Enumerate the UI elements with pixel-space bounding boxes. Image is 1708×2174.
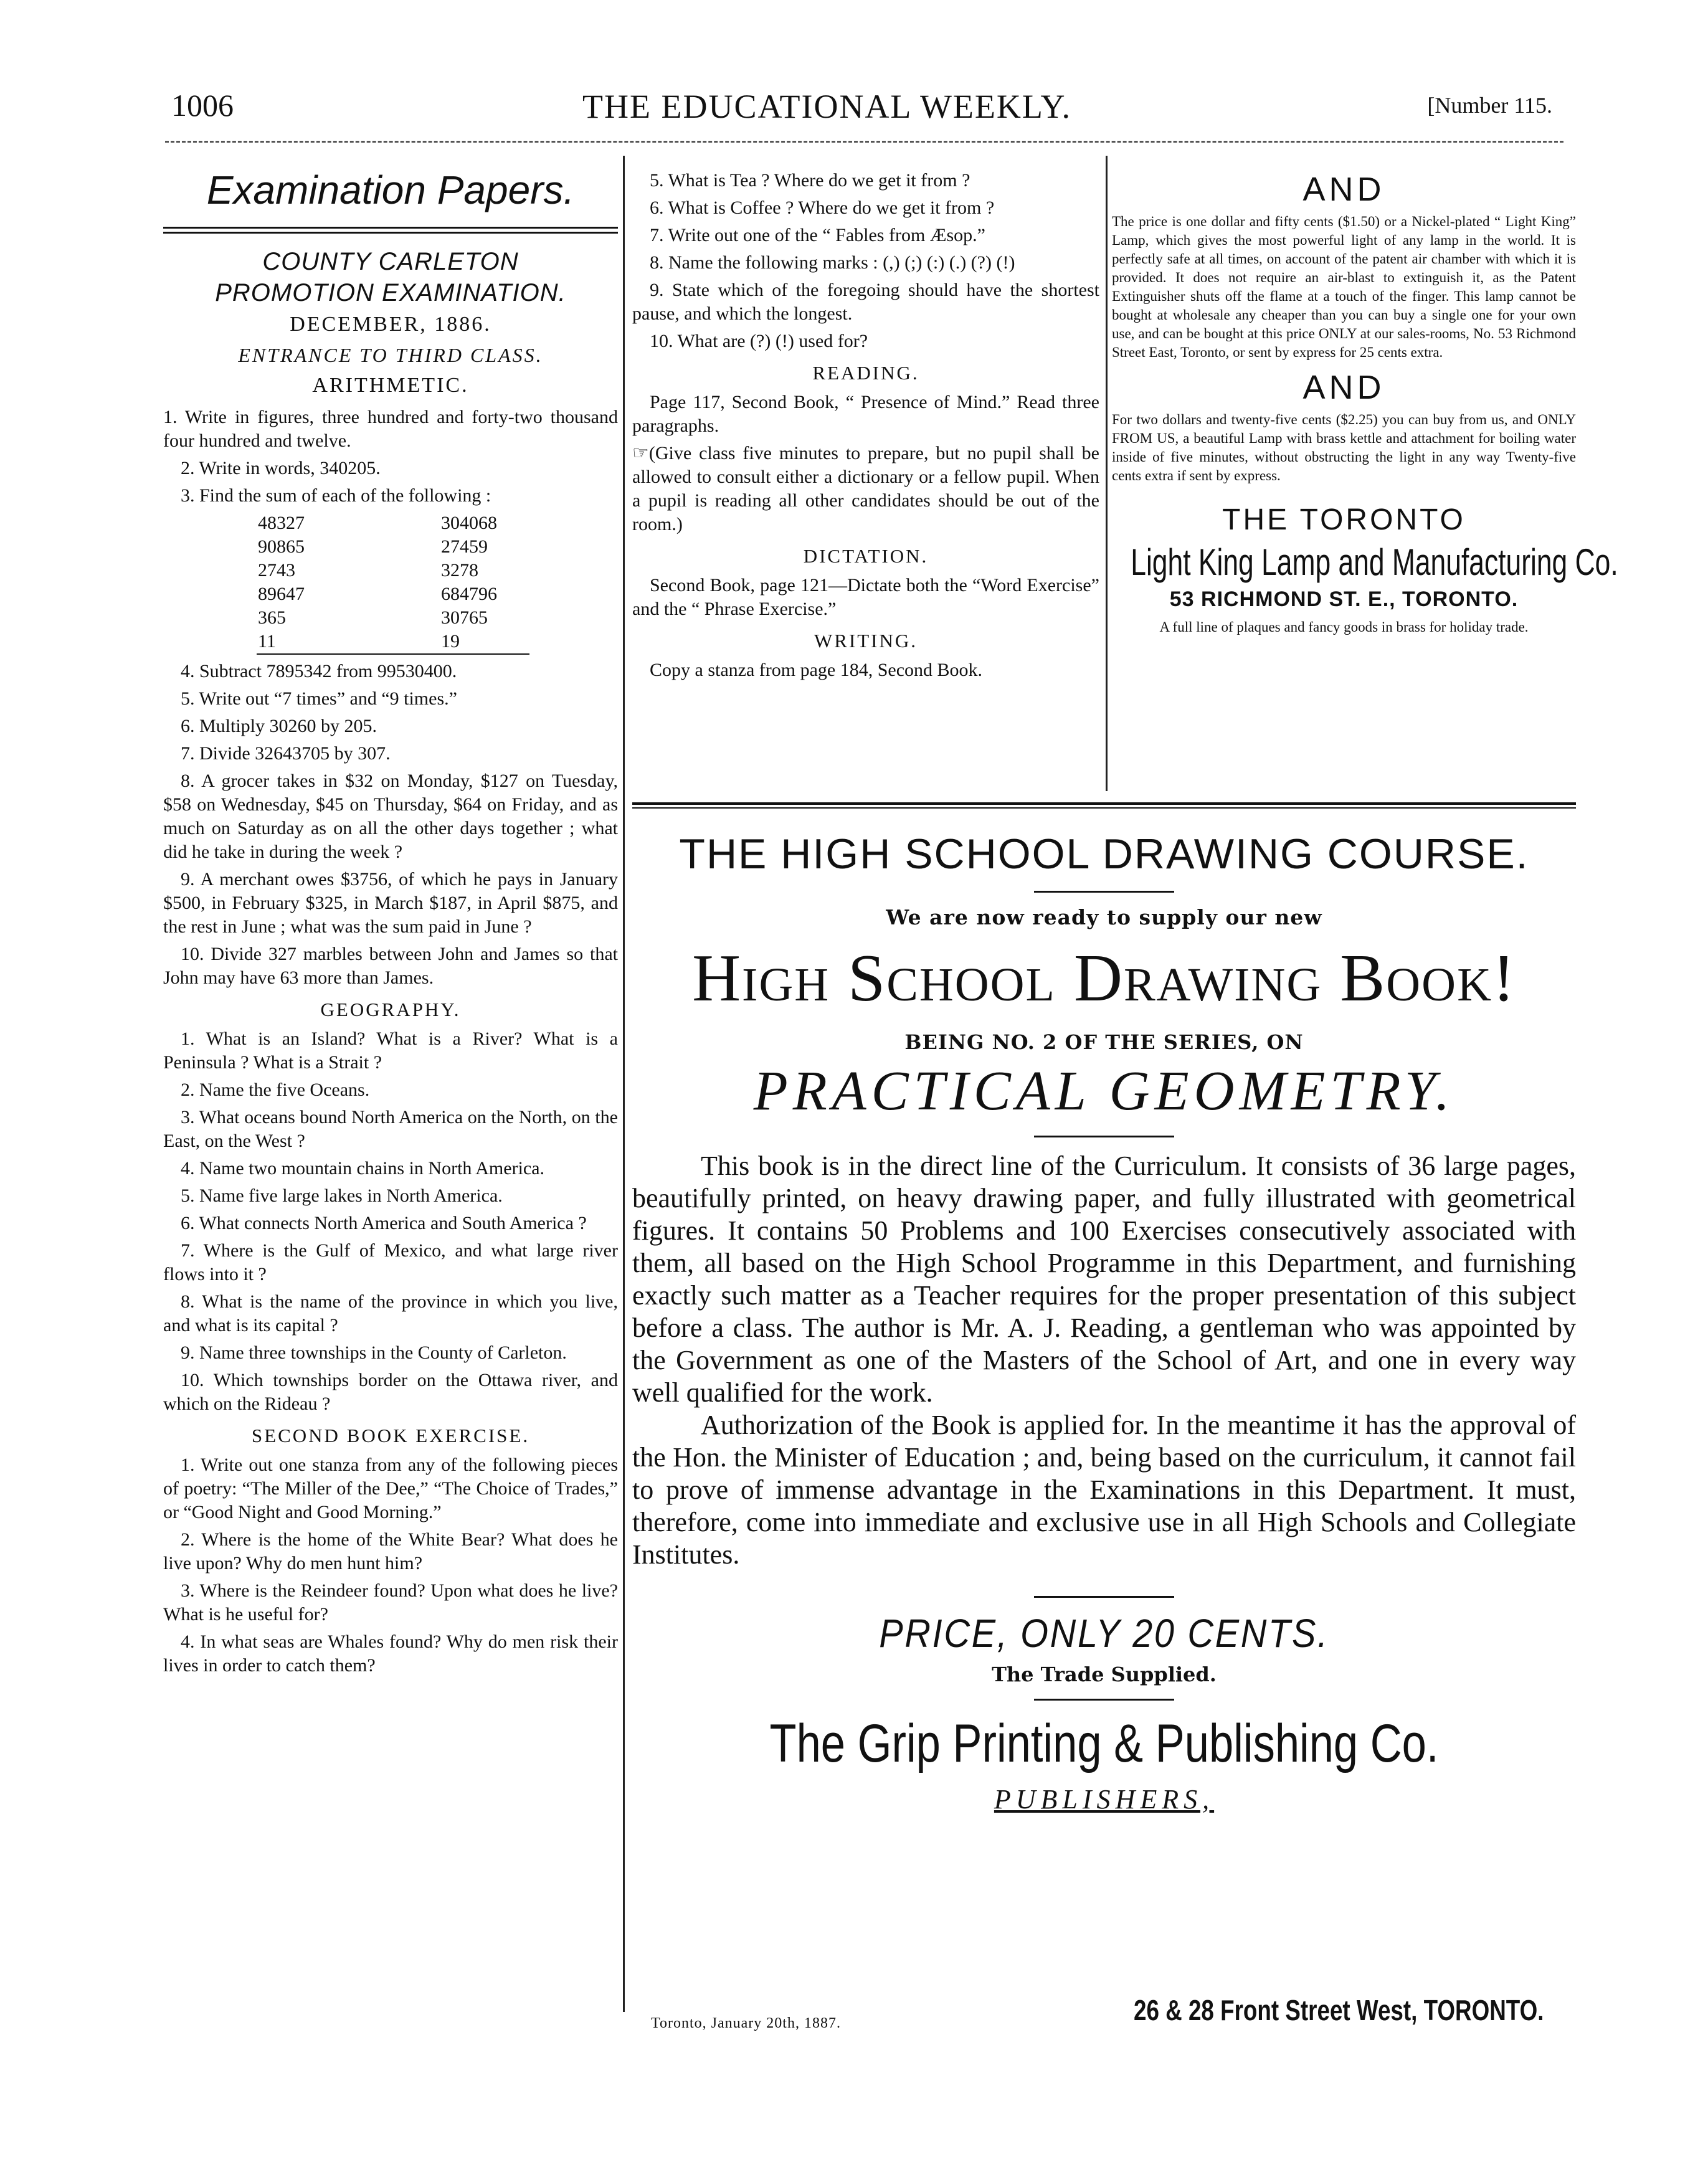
sum-cell: 11 [257,630,440,654]
publisher-name: The Grip Printing & Publishing Co. [769,1714,1439,1773]
marks-use-question: 10. What are (?) (!) used for? [650,331,868,351]
reading-text: Page 117, Second Book, “ Presence of Mind.” Read three paragraphs. [632,392,1099,436]
sum-cell: 19 [440,630,529,654]
full-line-note: A full line of plaques and fancy goods in brass for holiday trade. [1159,619,1529,635]
the-toronto: THE TORONTO [1222,503,1466,536]
short-rule [1034,891,1174,893]
geography-q7: 7. Where is the Gulf of Mexico, and what large river flows into it ? [163,1240,618,1284]
column-rule-2 [1106,156,1108,791]
and-heading: AND [1302,369,1385,406]
arithmetic-q10: 10. Divide 327 marbles between John and James so that John may have 63 more than James. [163,944,618,988]
drawing-book-advertisement [632,822,1576,1815]
publisher-address: 26 & 28 Front Street West, TORONTO. [1134,1994,1544,2026]
geography-q6: 6. What connects North America and South America ? [181,1213,587,1233]
writing-text: Copy a stanza from page 184, Second Book. [650,660,983,680]
geography-q1: 1. What is an Island? What is a River? What is a Peninsula ? What is a Strait ? [163,1028,618,1073]
kettle-offer-text: For two dollars and twenty-five cents ($2.25) you can buy from us, and ONLY FROM US, a beautiful Lamp with brass kettle and attachment for boiling water inside of five minutes, without obstructing the light in any way Twenty-five cents extra if sent by express. [1112,412,1576,483]
journal-title: THE EDUCATIONAL WEEKLY. [582,88,1071,125]
page-number: 1006 [171,88,234,123]
company-address: 53 RICHMOND ST. E., TORONTO. [1169,587,1519,611]
subject-title: PRACTICAL GEOMETRY. [753,1060,1455,1122]
advertisement-rule [632,802,1576,809]
company-name: Light King Lamp and Manufacturing Co. [1131,541,1618,583]
sum-cell: 89647 [258,584,305,604]
geography-q9: 9. Name three townships in the County of Carleton. [181,1342,567,1363]
header-rule [165,141,1563,143]
sum-cell: 2743 [258,560,295,581]
exam-date: DECEMBER, 1886. [290,313,491,336]
sum-cell: 365 [258,607,286,628]
geography-q6-cont: 6. What is Coffee ? Where do we get it from ? [650,197,995,218]
sum-cell: 684796 [441,584,497,604]
sum-cell: 304068 [441,513,497,533]
arithmetic-q8: 8. A grocer takes in $32 on Monday, $127 on Tuesday, $58 on Wednesday, $45 on Thursday, $64 on Friday, and as much on Saturday as on all the other days together ; what did he take in during the week ? [163,771,618,862]
arithmetic-q6: 6. Multiply 30260 by 205. [181,716,377,736]
sums-table [257,511,529,655]
geography-q7-cont: 7. Write out one of the “ Fables from Æsop.” [650,225,985,245]
sum-cell: 90865 [258,536,305,557]
examination-column-continued [632,165,1099,686]
short-rule [1034,1699,1174,1701]
examination-column [163,156,618,1681]
second-book-q4: 4. In what seas are Whales found? Why do men risk their lives in order to catch them? [163,1631,618,1676]
publishers-label: PUBLISHERS, [994,1784,1215,1815]
geography-q10: 10. Which townships border on the Ottawa river, and which on the Rideau ? [163,1370,618,1414]
pause-question: 9. State which of the foregoing should have the shortest pause, and which the longest. [632,280,1099,324]
arithmetic-q1: 1. Write in figures, three hundred and forty-two thousand four hundred and twelve. [163,407,618,451]
sum-cell: 27459 [441,536,488,557]
second-book-heading: SECOND BOOK EXERCISE. [251,1425,530,1446]
reading-note: ☞(Give class five minutes to prepare, but no pupil shall be allowed to consult either a dictionary or a fellow pupil. When a pupil is reading all other candidates should be out of the room.) [632,443,1099,534]
issue-number: [Number 115. [1427,93,1552,118]
trade-line: The Trade Supplied. [992,1663,1217,1686]
series-line: BEING NO. 2 OF THE SERIES, ON [904,1030,1304,1054]
short-rule [1034,1136,1174,1137]
second-book-q2: 2. Where is the home of the White Bear? What does he live upon? Why do men hunt him? [163,1529,618,1574]
lamp-offer-text: The price is one dollar and fifty cents ($1.50) or a Nickel-plated “ Light King” Lamp, which gives the most powerful light of any lamp in the world. It is perfectly safe at all times, on account of the patent air chamber with which it is provided. It does not require an air-blast to extinguish it, as the Patent Extinguisher shuts off the flame at a touch of the finger. This lamp cannot be bought at wholesale any cheaper than you can buy a single one for your own use, and can be bought at this price ONLY at our sales-rooms, No. 53 Richmond Street East, Toronto, or sent by express for 25 cents extra. [1112,214,1576,360]
geography-heading: GEOGRAPHY. [320,999,461,1020]
geography-q2: 2. Name the five Oceans. [181,1080,370,1100]
ad-paragraph-1: This book is in the direct line of the Curriculum. It consists of 36 large pages, beautifully printed, on heavy drawing paper, and fully illustrated with geometrical figures. It contains 50 Problems and 100 Exercises consecutively associated with them, all based on the High School Programme in this Department, and furnishing exactly such matter as a Teacher requires for the proper presentation of this subject before a class. The author is Mr. A. J. Reading, a gentleman who was appointed by the Government as one of the Masters of the School of Art, and one in every way well qualified for the work. [632,1151,1576,1408]
double-rule [163,227,618,234]
sum-cell: 30765 [441,607,488,628]
geography-q3: 3. What oceans bound North America on the North, on the East, on the West ? [163,1107,618,1151]
arithmetic-q5: 5. Write out “7 times” and “9 times.” [181,688,457,709]
dictation-text: Second Book, page 121—Dictate both the “Word Exercise” and the “ Phrase Exercise.” [632,575,1099,619]
arithmetic-heading: ARITHMETIC. [312,374,469,397]
arithmetic-q7: 7. Divide 32643705 by 307. [181,743,391,764]
second-book-q3: 3. Where is the Reindeer found? Upon what does he live? What is he useful for? [163,1580,618,1625]
column-rule-1 [623,156,625,2012]
price-line: PRICE, ONLY 20 CENTS. [879,1611,1329,1656]
lamp-advertisement [1112,171,1618,635]
geography-q4: 4. Name two mountain chains in North America. [181,1158,545,1179]
sum-cell: 48327 [258,513,305,533]
book-title: High School Drawing Book! [692,941,1516,1015]
geography-q5-cont: 5. What is Tea ? Where do we get it from ? [650,170,970,191]
ad-body [632,1150,1576,1571]
dictation-heading: DICTATION. [803,545,929,567]
writing-heading: WRITING. [814,630,918,652]
and-heading: AND [1302,171,1385,208]
entrance-heading: ENTRANCE TO THIRD CLASS. [238,344,543,366]
arithmetic-q3: 3. Find the sum of each of the following : [181,485,491,506]
arithmetic-q2: 2. Write in words, 340205. [181,458,381,478]
short-rule [1034,1596,1174,1598]
geography-q5: 5. Name five large lakes in North America. [181,1185,503,1206]
arithmetic-q9: 9. A merchant owes $3756, of which he pays in January $500, in February $325, in March $187, in April $875, and the rest in June ; what was the sum paid in June ? [163,869,618,937]
arithmetic-q4: 4. Subtract 7895342 from 99530400. [181,661,457,681]
promotion-heading: PROMOTION EXAMINATION. [215,279,566,306]
geography-q8: 8. What is the name of the province in which you live, and what is its capital ? [163,1291,618,1336]
reading-heading: READING. [812,362,919,384]
county-heading: COUNTY CARLETON [262,248,519,275]
dateline: Toronto, January 20th, 1887. [651,2015,841,2031]
ad-title: THE HIGH SCHOOL DRAWING COURSE. [679,830,1529,878]
marks-question: 8. Name the following marks : (,) (;) (:) (.) (?) (!) [650,252,1015,273]
ready-line: We are now ready to supply our new [886,905,1322,929]
section-title: Examination Papers. [206,168,575,212]
sum-cell: 3278 [441,560,478,581]
ad-paragraph-2: Authorization of the Book is applied for. In the meantime it has the approval of the Hon. the Minister of Education ; and, being based on the curriculum, it cannot fail to prove of immense advantage in the Examinations in this Department. It must, therefore, come into immediate and exclusive use in all High Schools and Collegiate Institutes. [632,1410,1576,1570]
second-book-q1: 1. Write out one stanza from any of the following pieces of poetry: “The Miller of the Dee,” “The Choice of Trades,” or “Good Night and Good Morning.” [163,1455,618,1522]
